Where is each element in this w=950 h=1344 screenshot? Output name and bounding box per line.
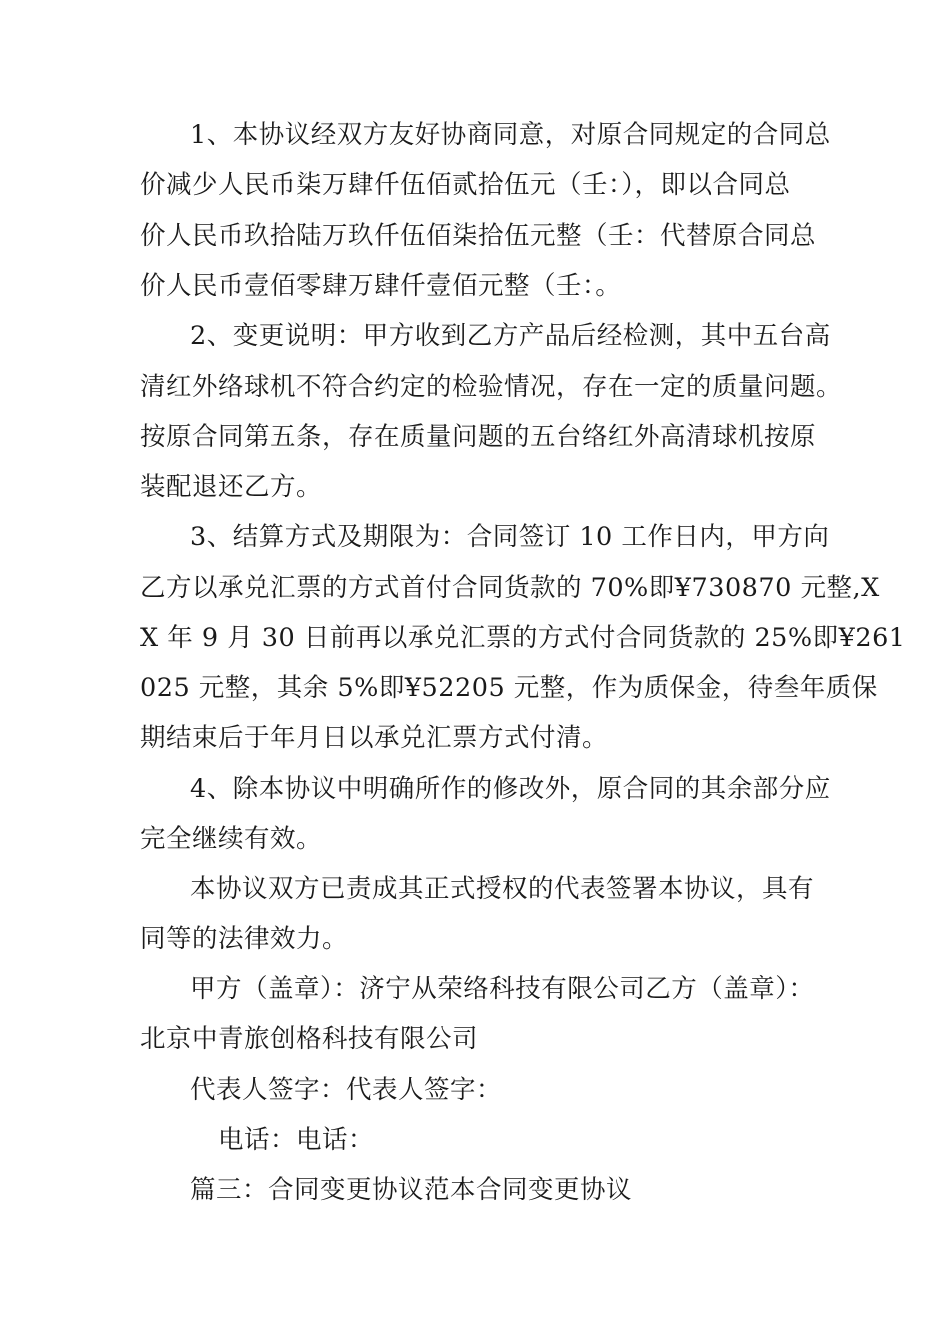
clause-1-line-2: 价减少人民币柒万肆仟伍佰贰拾伍元（壬：），即以合同总: [140, 170, 791, 200]
parties-line-1: 甲方（盖章）：济宁从荣络科技有限公司乙方（盖章）：: [190, 974, 815, 1004]
signature-line: 代表人签字：代表人签字：: [190, 1075, 503, 1105]
clause-3-line-2: 乙方以承兑汇票的方式首付合同货款的 70%即¥730870 元整,X: [140, 573, 880, 603]
phone-line: 电话：电话：: [218, 1125, 375, 1155]
closing-line-2: 同等的法律效力。: [140, 924, 349, 954]
clause-1-line-1: 1、本协议经双方友好协商同意，对原合同规定的合同总: [190, 120, 831, 150]
clause-1-line-4: 价人民币壹佰零肆万肆仟壹佰元整（壬：。: [140, 271, 622, 301]
clause-2-line-3: 按原合同第五条，存在质量问题的五台络红外高清球机按原: [140, 422, 817, 452]
clause-2-line-4: 装配退还乙方。: [140, 472, 323, 502]
clause-1-line-3: 价人民币玖拾陆万玖仟伍佰柒拾伍元整（壬：代替原合同总: [140, 221, 817, 251]
clause-2-line-1: 2、变更说明：甲方收到乙方产品后经检测，其中五台高: [190, 321, 831, 351]
closing-line-1: 本协议双方已责成其正式授权的代表签署本协议，具有: [190, 874, 815, 904]
section-heading: 篇三：合同变更协议范本合同变更协议: [190, 1175, 633, 1205]
clause-3-line-4: 025 元整，其余 5%即¥52205 元整，作为质保金，待叁年质保: [140, 673, 878, 703]
parties-line-2: 北京中青旅创格科技有限公司: [140, 1024, 479, 1054]
clause-3-line-5: 期结束后于年月日以承兑汇票方式付清。: [140, 723, 609, 753]
clause-3-line-3: X 年 9 月 30 日前再以承兑汇票的方式付合同货款的 25%即¥261: [140, 623, 906, 653]
clause-2-line-2: 清红外络球机不符合约定的检验情况，存在一定的质量问题。: [140, 372, 843, 402]
clause-4-line-2: 完全继续有效。: [140, 824, 323, 854]
clause-3-line-1: 3、结算方式及期限为：合同签订 10 工作日内，甲方向: [190, 522, 830, 552]
clause-4-line-1: 4、除本协议中明确所作的修改外，原合同的其余部分应: [190, 774, 831, 804]
